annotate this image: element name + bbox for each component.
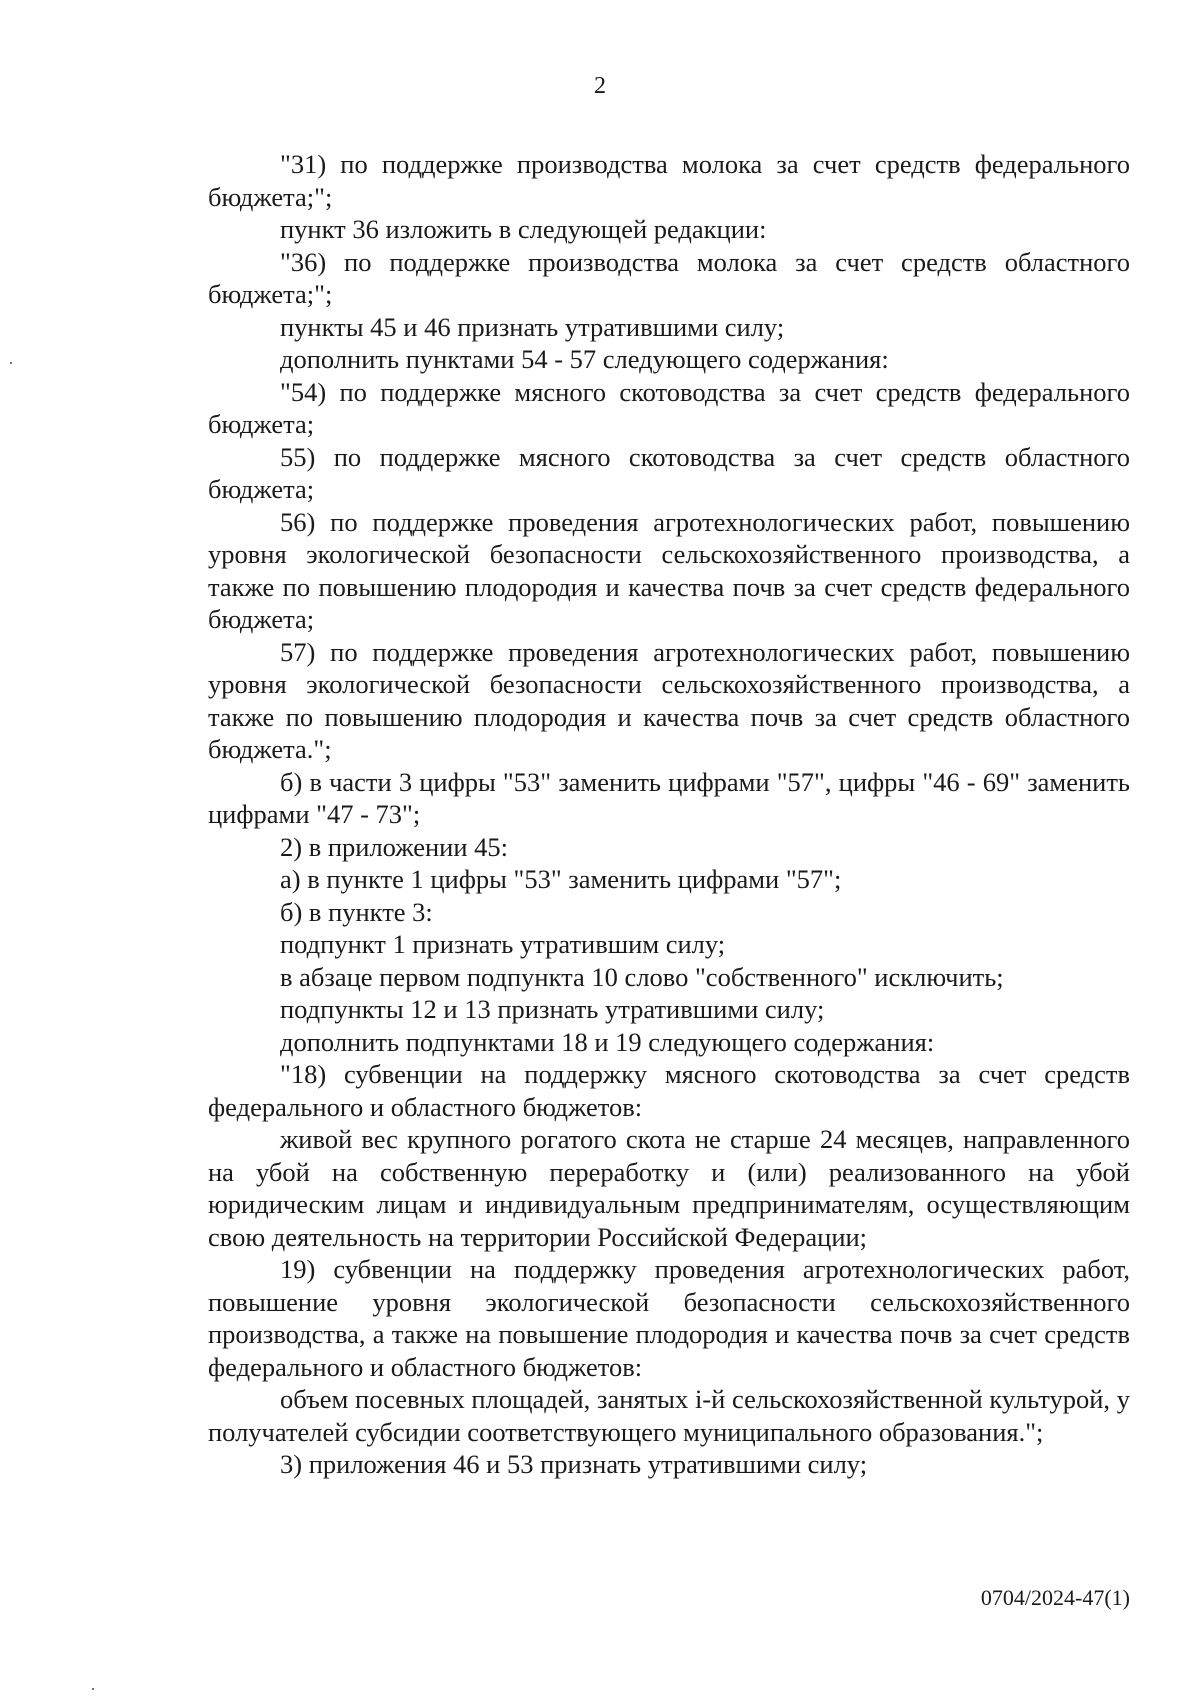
scan-speck-bottom [92,1688,94,1690]
paragraph-19: живой вес крупного рогатого скота не старше 24 месяцев, направленного на убой на собственную переработку и (или) реализованного на убой юридическим лицам и индивидуальным предпринимателям, осуществляющим свою деятельность на территории Российской Федерации; [208,1124,1130,1252]
paragraph-14: подпункт 1 признать утратившим силу; [280,929,726,959]
page-number: 2 [594,73,606,99]
paragraph-22: 3) приложения 46 и 53 признать утратившими силу; [280,1449,868,1479]
paragraph-12: а) в пункте 1 цифры "53" заменить цифрами "57"; [280,864,842,894]
scan-speck-left [10,362,12,364]
paragraph-4: пункты 45 и 46 признать утратившими силу; [280,311,785,342]
document-registration-code: 0704/2024-47(1) [980,1585,1130,1610]
paragraph-1: "31) по поддержке производства молока за счет средств федерального бюджета;"; [208,149,1130,212]
paragraph-10: б) в части 3 цифры "53" заменить цифрами "57", цифры "46 - 69" заменить цифрами "47 - 73"; [208,766,1130,829]
paragraph-18: "18) субвенции на поддержку мясного скотоводства за счет средств федерального и областного бюджетов: [208,1059,1130,1122]
paragraph-9: 57) по поддержке проведения агротехнологических работ, повышению уровня экологической безопасности сельскохозяйственного производства, а также по повышению плодородия и качества почв за счет средств областного бюджета."; [208,636,1130,764]
paragraph-20: 19) субвенции на поддержку проведения агротехнологических работ, повышение уровня экологической безопасности сельскохозяйственного производства, а также на повышение плодородия и качества почв за счет средств федерального и областного бюджетов: [208,1254,1130,1382]
paragraph-6: "54) по поддержке мясного скотоводства за счет средств федерального бюджета; [208,376,1130,439]
paragraph-7: 55) по поддержке мясного скотоводства за счет средств областного бюджета; [208,441,1130,504]
paragraph-17: дополнить подпунктами 18 и 19 следующего содержания: [280,1026,935,1057]
paragraph-11: 2) в приложении 45: [280,831,509,862]
paragraph-2: пункт 36 изложить в следующей редакции: [280,214,767,244]
paragraph-5: дополнить пунктами 54 - 57 следующего содержания: [280,344,889,374]
paragraph-16: подпункты 12 и 13 признать утратившими силу; [280,994,825,1024]
paragraph-15: в абзаце первом подпункта 10 слово "собственного" исключить; [280,961,1004,992]
document-body [208,148,1130,1481]
paragraph-8: 56) по поддержке проведения агротехнологических работ, повышению уровня экологической безопасности сельскохозяйственного производства, а также по повышению плодородия и качества почв за счет средств федерального бюджета; [208,506,1130,634]
paragraph-21: объем посевных площадей, занятых i-й сельскохозяйственной культурой, у получателей субсидии соответствующего муниципального образования."; [208,1384,1130,1447]
paragraph-13: б) в пункте 3: [280,896,433,927]
paragraph-3: "36) по поддержке производства молока за счет средств областного бюджета;"; [208,246,1130,309]
